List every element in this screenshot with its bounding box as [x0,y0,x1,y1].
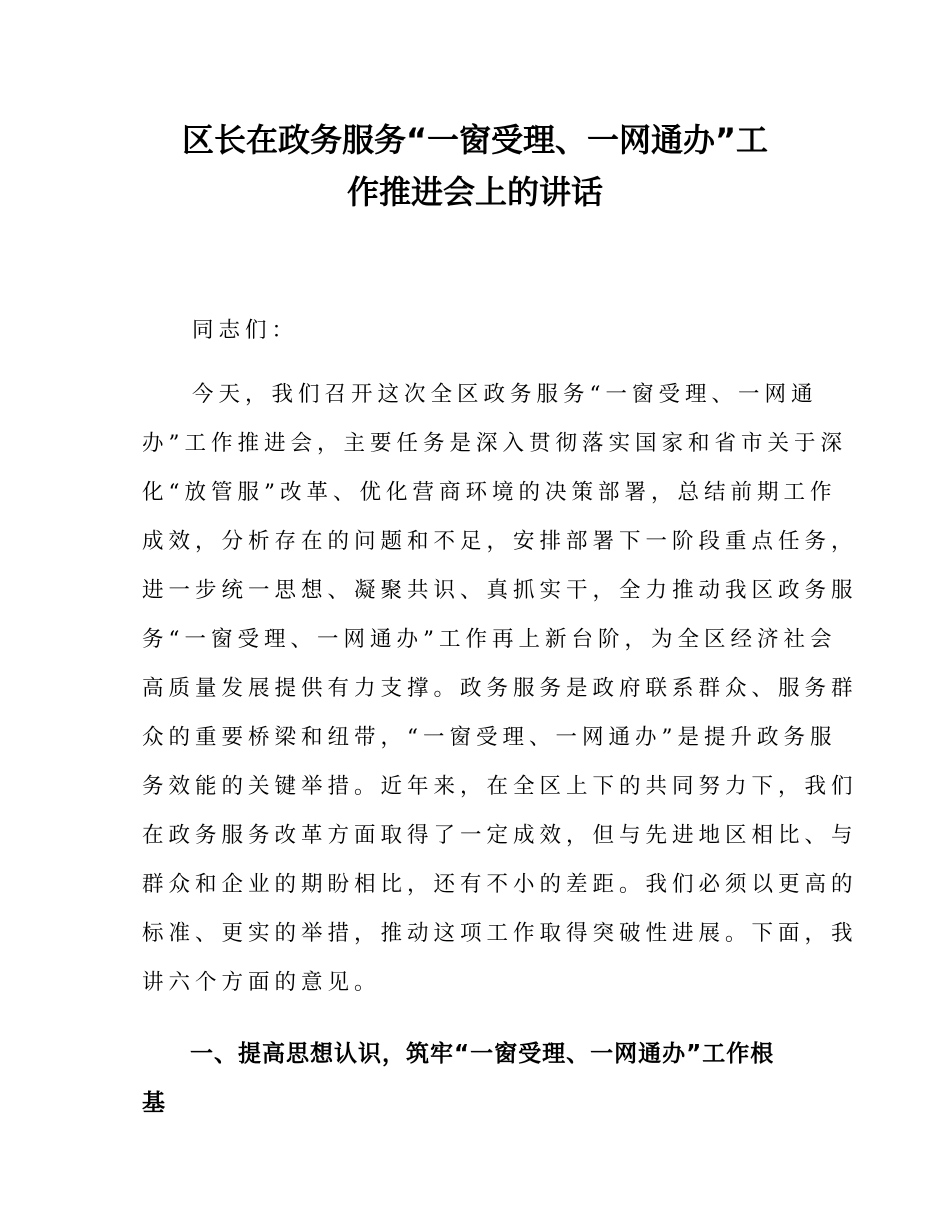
paragraph-line: 标准、更实的举措，推动这项工作取得突破性进展。下面，我 [142,921,858,946]
title-line-1: 区长在政务服务“一窗受理、一网通办”工 [181,121,769,159]
salutation [142,306,810,355]
paragraph-line: 务效能的关键举措。近年来，在全区上下的共同努力下，我们 [142,774,858,799]
paragraph-line: 在政务服务改革方面取得了一定成效，但与先进地区相比、与 [142,823,858,848]
title-line-2: 作推进会上的讲话 [346,173,603,211]
paragraph-line: 办”工作推进会，主要任务是深入贯彻落实国家和省市关于深 [142,431,847,456]
heading-line-1: 一、提高思想认识，筑牢“一窗受理、一网通办”工作根 [190,1041,775,1067]
opening-paragraph [142,370,858,1007]
paragraph-line: 成效，分析存在的问题和不足，安排部署下一阶段重点任务， [142,529,858,554]
paragraph-line: 进一步统一思想、凝聚共识、真抓实干，全力推动我区政务服 [142,578,858,603]
document-title [140,114,810,218]
paragraph-line: 今天，我们召开这次全区政务服务“一窗受理、一网通 [192,382,818,407]
paragraph-line: 务“一窗受理、一网通办”工作再上新台阶，为全区经济社会 [142,627,837,652]
salutation-text: 同志们： [192,318,299,343]
paragraph-line: 化“放管服”改革、优化营商环境的决策部署，总结前期工作 [142,480,837,505]
section-heading-1 [142,1030,812,1128]
paragraph-line: 高质量发展提供有力支撑。政务服务是政府联系群众、服务群 [142,676,858,701]
paragraph-line: 众的重要桥梁和纽带，“一窗受理、一网通办”是提升政务服 [142,725,837,750]
paragraph-line: 群众和企业的期盼相比，还有不小的差距。我们必须以更高的 [142,872,858,897]
heading-line-2: 基 [142,1090,166,1116]
paragraph-line: 讲六个方面的意见。 [142,970,381,995]
